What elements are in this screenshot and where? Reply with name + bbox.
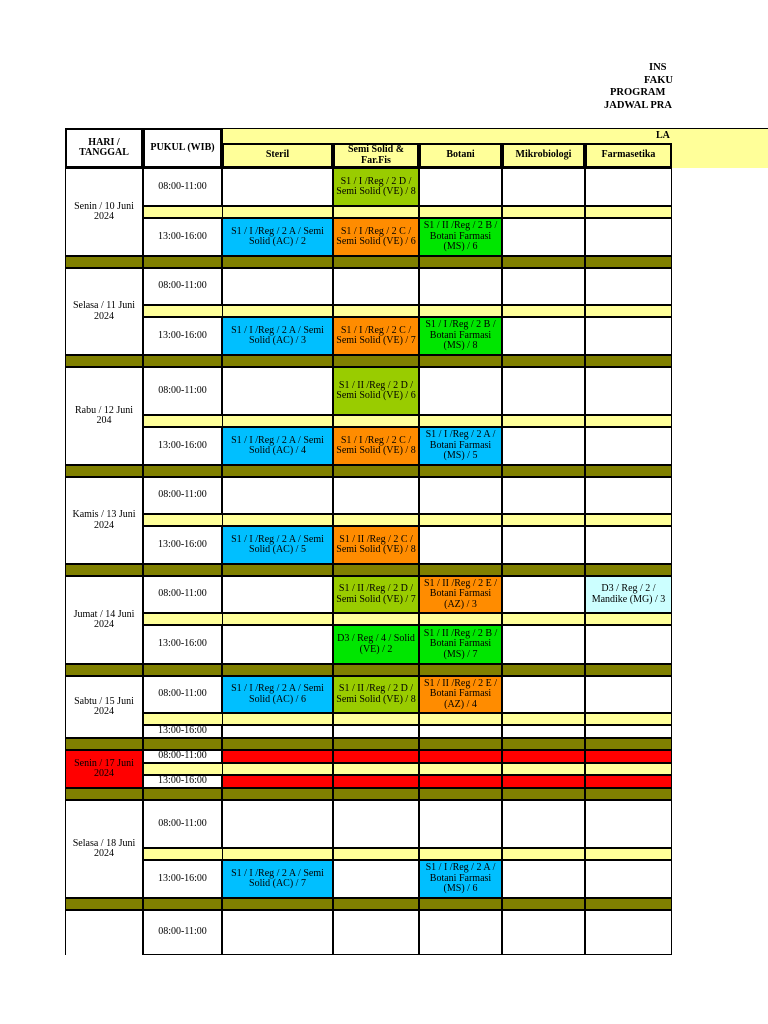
session-cell	[222, 576, 333, 613]
separator-cell	[419, 848, 502, 860]
day-divider	[502, 738, 585, 750]
time-slot: 13:00-16:00	[143, 775, 222, 788]
session-cell	[222, 625, 333, 664]
day-divider	[585, 256, 672, 268]
time-slot: 08:00-11:00	[143, 576, 222, 613]
day-divider	[222, 256, 333, 268]
header-lab-5: Farmasetika	[585, 143, 672, 168]
day-divider	[222, 465, 333, 477]
session-cell	[333, 800, 419, 848]
separator-cell	[585, 415, 672, 427]
session-cell: S1 / I /Reg / 2 A / Semi Solid (AC) / 5	[222, 526, 333, 564]
time-slot: 13:00-16:00	[143, 625, 222, 664]
session-cell: S1 / II /Reg / 2 E / Botani Farmasi (AZ) / 3	[419, 576, 502, 613]
session-cell	[333, 750, 419, 763]
time-slot: 08:00-11:00	[143, 477, 222, 514]
day-divider	[419, 898, 502, 910]
session-cell	[502, 218, 585, 256]
day-divider	[333, 898, 419, 910]
day-label	[65, 910, 143, 955]
day-divider	[419, 256, 502, 268]
session-cell	[419, 268, 502, 305]
session-cell	[585, 775, 672, 788]
session-cell: S1 / II /Reg / 2 B / Botani Farmasi (MS) / 6	[419, 218, 502, 256]
session-cell	[502, 317, 585, 355]
session-cell	[419, 775, 502, 788]
session-cell	[502, 625, 585, 664]
session-cell	[222, 800, 333, 848]
separator-cell	[222, 415, 333, 427]
session-cell	[585, 910, 672, 955]
separator-cell	[419, 415, 502, 427]
session-cell	[502, 367, 585, 415]
day-divider	[333, 355, 419, 367]
session-cell	[419, 910, 502, 955]
session-cell: S1 / I /Reg / 2 A / Botani Farmasi (MS) / 5	[419, 427, 502, 465]
day-divider	[419, 465, 502, 477]
day-divider	[65, 355, 143, 367]
session-cell	[585, 367, 672, 415]
separator-cell	[222, 713, 333, 725]
separator-cell	[502, 613, 585, 625]
separator-cell	[419, 514, 502, 526]
session-cell	[419, 168, 502, 206]
session-cell: S1 / I /Reg / 2 C / Semi Solid (VE) / 6	[333, 218, 419, 256]
day-divider	[419, 355, 502, 367]
session-cell	[585, 750, 672, 763]
day-divider	[502, 898, 585, 910]
session-cell	[222, 168, 333, 206]
separator-cell	[502, 415, 585, 427]
day-divider	[65, 664, 143, 676]
header-line-3: PROGRAM	[610, 87, 666, 98]
separator-cell	[585, 848, 672, 860]
header-hari-tanggal: HARI / TANGGAL	[65, 128, 143, 168]
day-label: Senin / 17 Juni 2024	[65, 750, 143, 788]
day-divider	[585, 664, 672, 676]
separator-cell	[502, 206, 585, 218]
session-cell	[222, 268, 333, 305]
day-divider	[502, 256, 585, 268]
day-divider	[222, 355, 333, 367]
session-cell	[585, 427, 672, 465]
separator-cell	[419, 613, 502, 625]
separator-cell	[585, 206, 672, 218]
session-cell	[222, 477, 333, 514]
day-divider	[222, 788, 333, 800]
separator-cell	[585, 613, 672, 625]
session-cell	[419, 526, 502, 564]
session-cell	[585, 860, 672, 898]
header-pukul: PUKUL (WIB)	[143, 128, 222, 168]
header-line-1: INS	[649, 62, 667, 73]
session-cell	[333, 725, 419, 738]
day-divider	[502, 664, 585, 676]
day-divider	[419, 664, 502, 676]
separator-cell	[222, 613, 333, 625]
time-slot: 08:00-11:00	[143, 800, 222, 848]
day-label: Senin / 10 Juni 2024	[65, 168, 143, 256]
header-lab-banner: LA	[222, 128, 768, 144]
day-divider	[65, 465, 143, 477]
session-cell: S1 / II /Reg / 2 D / Semi Solid (VE) / 8	[333, 676, 419, 713]
separator-cell	[222, 305, 333, 317]
day-divider	[333, 788, 419, 800]
session-cell	[222, 910, 333, 955]
day-divider	[65, 788, 143, 800]
session-cell	[222, 367, 333, 415]
day-divider	[585, 898, 672, 910]
day-divider	[143, 256, 222, 268]
day-label: Selasa / 11 Juni 2024	[65, 268, 143, 355]
separator-cell	[333, 713, 419, 725]
day-divider	[65, 738, 143, 750]
time-slot: 08:00-11:00	[143, 367, 222, 415]
session-cell	[585, 676, 672, 713]
time-slot: 08:00-11:00	[143, 168, 222, 206]
session-cell: S1 / II /Reg / 2 D / Semi Solid (VE) / 7	[333, 576, 419, 613]
day-divider	[222, 664, 333, 676]
session-cell	[222, 775, 333, 788]
day-divider	[502, 355, 585, 367]
time-slot: 13:00-16:00	[143, 218, 222, 256]
session-cell	[502, 168, 585, 206]
day-label: Selasa / 18 Juni 2024	[65, 800, 143, 898]
separator-cell	[419, 713, 502, 725]
separator-cell	[333, 848, 419, 860]
day-divider	[143, 355, 222, 367]
time-slot: 13:00-16:00	[143, 427, 222, 465]
day-divider	[333, 465, 419, 477]
day-divider	[143, 898, 222, 910]
session-cell: S1 / II /Reg / 2 B / Botani Farmasi (MS) / 7	[419, 625, 502, 664]
session-cell: S1 / II /Reg / 2 D / Semi Solid (VE) / 6	[333, 367, 419, 415]
session-cell	[585, 268, 672, 305]
day-divider	[143, 738, 222, 750]
session-cell	[585, 725, 672, 738]
day-label: Kamis / 13 Juni 2024	[65, 477, 143, 564]
session-cell	[502, 910, 585, 955]
session-cell: S1 / I /Reg / 2 A / Semi Solid (AC) / 7	[222, 860, 333, 898]
session-cell	[585, 800, 672, 848]
separator-cell	[419, 763, 502, 775]
header-lab-4: Mikrobiologi	[502, 143, 585, 168]
day-divider	[143, 564, 222, 576]
day-divider	[65, 898, 143, 910]
session-cell	[502, 676, 585, 713]
session-cell	[502, 427, 585, 465]
day-divider	[585, 355, 672, 367]
session-cell	[222, 725, 333, 738]
header-lab-3: Botani	[419, 143, 502, 168]
separator-cell	[222, 848, 333, 860]
day-divider	[419, 788, 502, 800]
session-cell	[502, 526, 585, 564]
day-label: Sabtu / 15 Juni 2024	[65, 676, 143, 738]
session-cell	[502, 750, 585, 763]
time-slot: 13:00-16:00	[143, 317, 222, 355]
time-slot: 08:00-11:00	[143, 676, 222, 713]
separator-cell	[333, 514, 419, 526]
session-cell	[502, 725, 585, 738]
session-cell: S1 / II /Reg / 2 E / Botani Farmasi (AZ) / 4	[419, 676, 502, 713]
header-yellow-fill	[672, 143, 768, 168]
separator-cell	[222, 206, 333, 218]
day-divider	[333, 664, 419, 676]
session-cell: S1 / I /Reg / 2 C / Semi Solid (VE) / 7	[333, 317, 419, 355]
separator-cell	[333, 613, 419, 625]
day-divider	[222, 898, 333, 910]
day-divider	[502, 465, 585, 477]
session-cell	[585, 168, 672, 206]
separator-cell	[419, 206, 502, 218]
day-divider	[585, 738, 672, 750]
separator-cell	[222, 763, 333, 775]
session-cell	[419, 477, 502, 514]
time-slot: 08:00-11:00	[143, 750, 222, 763]
session-cell	[502, 860, 585, 898]
session-cell	[419, 367, 502, 415]
separator-cell	[333, 305, 419, 317]
separator-cell	[585, 713, 672, 725]
day-divider	[585, 788, 672, 800]
separator-cell	[502, 713, 585, 725]
separator-cell	[222, 514, 333, 526]
header-lab-2: Semi Solid & Far.Fis	[333, 143, 419, 168]
sheet-header	[600, 62, 768, 112]
day-divider	[222, 564, 333, 576]
session-cell	[222, 750, 333, 763]
day-divider	[419, 738, 502, 750]
day-divider	[65, 256, 143, 268]
separator-cell	[502, 763, 585, 775]
session-cell	[585, 317, 672, 355]
session-cell: S1 / II /Reg / 2 C / Semi Solid (VE) / 8	[333, 526, 419, 564]
separator-cell	[502, 848, 585, 860]
session-cell: D3 / Reg / 2 / Mandike (MG) / 3	[585, 576, 672, 613]
session-cell	[585, 477, 672, 514]
session-cell	[333, 860, 419, 898]
separator-cell	[585, 514, 672, 526]
session-cell	[419, 750, 502, 763]
day-divider	[65, 564, 143, 576]
day-divider	[333, 564, 419, 576]
session-cell: S1 / I /Reg / 2 A / Semi Solid (AC) / 4	[222, 427, 333, 465]
day-divider	[222, 738, 333, 750]
session-cell	[333, 477, 419, 514]
separator-cell	[585, 763, 672, 775]
separator-cell	[333, 415, 419, 427]
session-cell: D3 / Reg / 4 / Solid (VE) / 2	[333, 625, 419, 664]
separator-cell	[502, 514, 585, 526]
session-cell: S1 / I /Reg / 2 A / Botani Farmasi (MS) / 6	[419, 860, 502, 898]
day-divider	[585, 465, 672, 477]
day-divider	[333, 738, 419, 750]
session-cell: S1 / I /Reg / 2 A / Semi Solid (AC) / 3	[222, 317, 333, 355]
session-cell	[585, 218, 672, 256]
day-divider	[502, 564, 585, 576]
day-divider	[333, 256, 419, 268]
session-cell: S1 / I /Reg / 2 B / Botani Farmasi (MS) / 8	[419, 317, 502, 355]
separator-cell	[502, 305, 585, 317]
session-cell	[419, 725, 502, 738]
session-cell: S1 / I /Reg / 2 C / Semi Solid (VE) / 8	[333, 427, 419, 465]
day-divider	[143, 788, 222, 800]
day-divider	[143, 465, 222, 477]
time-slot: 08:00-11:00	[143, 910, 222, 955]
time-slot: 08:00-11:00	[143, 268, 222, 305]
time-slot: 13:00-16:00	[143, 860, 222, 898]
session-cell: S1 / I /Reg / 2 A / Semi Solid (AC) / 2	[222, 218, 333, 256]
session-cell	[502, 775, 585, 788]
session-cell	[585, 625, 672, 664]
day-label: Jumat / 14 Juni 2024	[65, 576, 143, 664]
day-divider	[585, 564, 672, 576]
header-line-4: JADWAL PRA	[604, 99, 672, 111]
session-cell: S1 / I /Reg / 2 D / Semi Solid (VE) / 8	[333, 168, 419, 206]
session-cell	[419, 800, 502, 848]
separator-cell	[419, 305, 502, 317]
session-cell	[502, 268, 585, 305]
session-cell	[502, 477, 585, 514]
separator-cell	[333, 206, 419, 218]
day-divider	[502, 788, 585, 800]
session-cell	[585, 526, 672, 564]
separator-cell	[333, 763, 419, 775]
session-cell	[333, 910, 419, 955]
header-line-2: FAKU	[644, 74, 673, 86]
session-cell: S1 / I /Reg / 2 A / Semi Solid (AC) / 6	[222, 676, 333, 713]
day-divider	[143, 664, 222, 676]
separator-cell	[585, 305, 672, 317]
time-slot: 13:00-16:00	[143, 725, 222, 738]
time-slot: 13:00-16:00	[143, 526, 222, 564]
day-label: Rabu / 12 Juni 204	[65, 367, 143, 465]
session-cell	[333, 775, 419, 788]
day-divider	[419, 564, 502, 576]
session-cell	[502, 576, 585, 613]
session-cell	[502, 800, 585, 848]
session-cell	[333, 268, 419, 305]
header-lab-1: Steril	[222, 143, 333, 168]
